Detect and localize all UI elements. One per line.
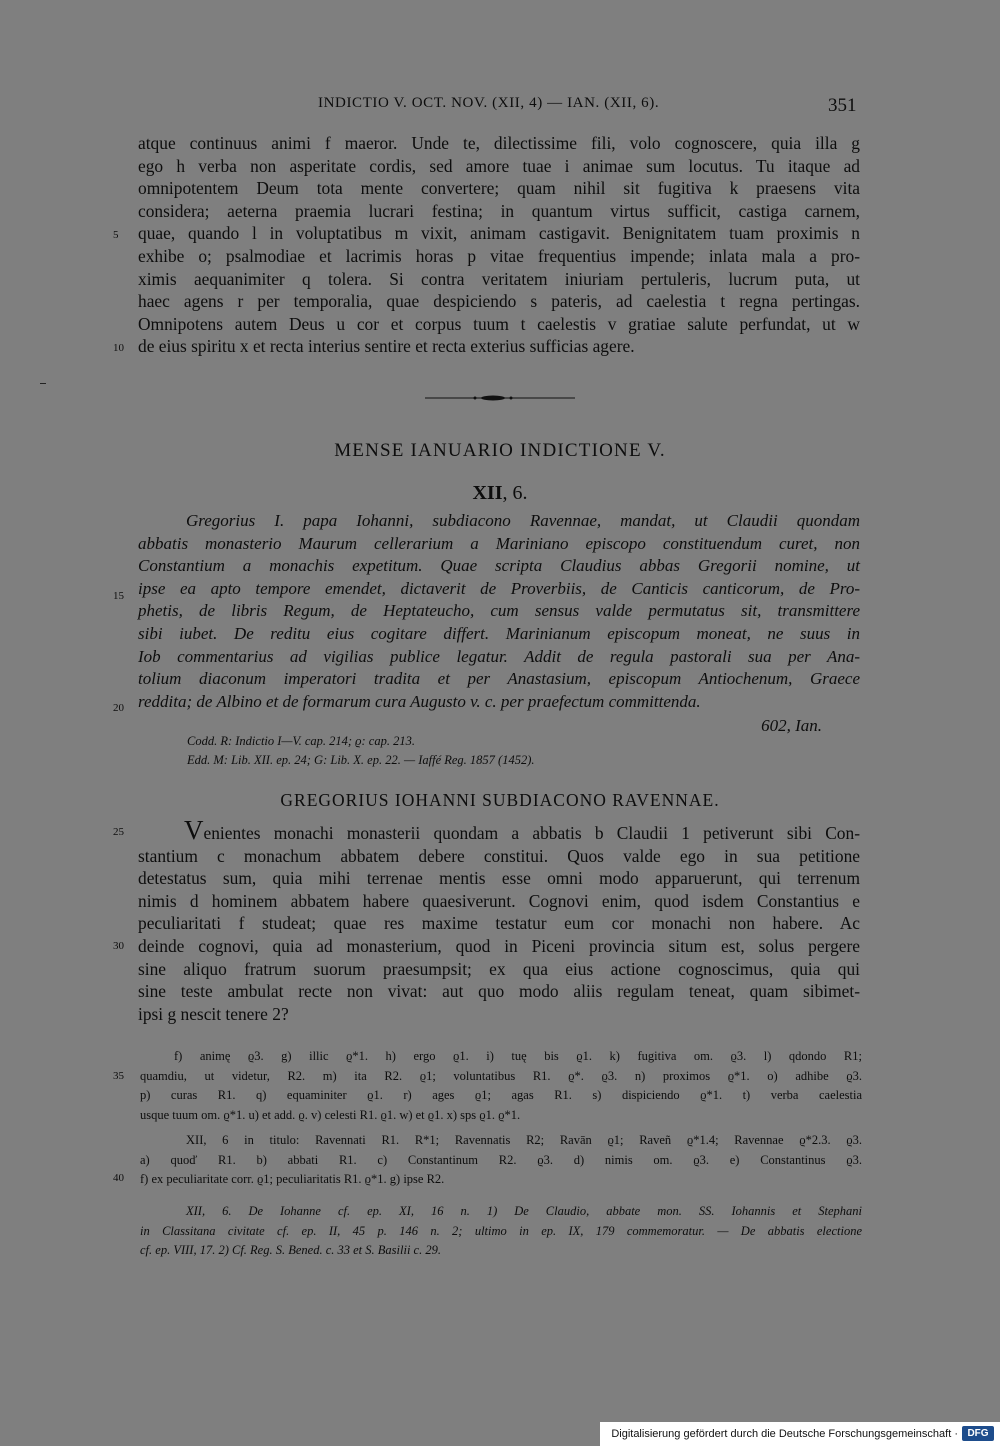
text-line: deinde cognovi, quia ad monasterium, quod in Piceni provincia situm est, solus pergere bbox=[138, 935, 860, 956]
note-line: cf. ep. VIII, 17. 2) Cf. Reg. S. Bened. c. 33 et S. Basilii c. 29. bbox=[140, 1243, 441, 1258]
text-line: omnipotentem Deum tota mente convertere; quam nihil sit fugitiva k praesens vita bbox=[138, 178, 860, 199]
apparatus-line: XII, 6 in titulo: Ravennati R1. R*1; Ravennatis R2; Ravān ϱ1; Raveñ ϱ*1.4; Ravennae ϱ*2.3. ϱ3. bbox=[186, 1133, 862, 1147]
text-line: quae, quando l in voluptatibus m vixit, animam castigavit. Benignitatem tuam proximis n bbox=[138, 223, 860, 244]
text-line: haec agens r per temporalia, quae despiciendo s pateris, ad caelestia t regna pertingas. bbox=[138, 291, 860, 312]
text-line: ego h verba non asperitate cordis, sed amore tuae i animae sum locutus. Tu itaque ad bbox=[138, 155, 860, 176]
section-title: MENSE IANUARIO INDICTIONE V. bbox=[334, 440, 666, 461]
note-line: XII, 6. De Iohanne cf. ep. XI, 16 n. 1) De Claudio, abbate mon. SS. Iohannis et Stephani bbox=[186, 1204, 862, 1218]
dfg-footer-bar bbox=[600, 1422, 1000, 1446]
text-line: enientes monachi monasterii quondam a abbatis b Claudii 1 petiverunt sibi Con- bbox=[203, 823, 860, 843]
text-line: nimis d hominem abbatem habere quaesiverunt. Cognovi enim, quod isdem Constantius e bbox=[138, 890, 860, 911]
line-number: 10 bbox=[113, 342, 124, 354]
document-number-bold: XII bbox=[472, 482, 503, 504]
line-number: 15 bbox=[113, 590, 124, 602]
apparatus-line: quamdiu, ut videtur, R2. m) ita R2. ϱ1; voluntatibus R1. ϱ*. ϱ3. n) proximos ϱ*1. o) adhibe ϱ3. bbox=[140, 1068, 862, 1083]
initial-letter: V bbox=[184, 815, 204, 845]
line-number: 35 bbox=[113, 1070, 124, 1082]
running-header: INDICTIO V. OCT. NOV. (XII, 4) — IAN. (XII, 6). bbox=[318, 95, 660, 111]
letter-title: GREGORIUS IOHANNI SUBDIACONO RAVENNAE. bbox=[280, 790, 720, 810]
line-number: 30 bbox=[113, 940, 124, 952]
editions-line: Edd. M: Lib. XII. ep. 24; G: Lib. X. ep. 22. — Iaffé Reg. 1857 (1452). bbox=[187, 753, 535, 767]
text-line: exhibe o; psalmodiae et lacrimis horas p vitae frequentius impende; inlata mala a pro- bbox=[138, 245, 860, 266]
summary-line: abbatis monasterio Maurum cellerarium a Mariniano episcopo constituendum curet, non bbox=[138, 533, 860, 553]
apparatus-criticus-a bbox=[140, 1047, 862, 1125]
summary-text bbox=[138, 510, 860, 713]
note-line: in Classitana civitate cf. ep. II, 45 p. 146 n. 2; ultimo in ep. IX, 179 commemoratur. — De abbatis electione bbox=[140, 1223, 862, 1238]
summary-line: phetis, de libris Regum, de Heptateucho, cum sensus valde permutatus sit, transmittere bbox=[138, 601, 860, 621]
apparatus-line: a) quoď R1. b) abbati R1. c) Constantinum R2. ϱ3. d) nimis om. ϱ3. e) Constantinus ϱ3. bbox=[140, 1152, 862, 1167]
apparatus-line: f) ex peculiaritate corr. ϱ1; peculiaritatis R1. ϱ*1. g) ipse R2. bbox=[140, 1172, 445, 1187]
text-line: peculiaritati f studeat; quae res maxime testatur eum cor monachi non habere. Ac bbox=[138, 913, 860, 934]
text-line: detestatus sum, quia mihi terrenae mentis esse omni modo apparuerunt, qui terrenum bbox=[138, 868, 860, 889]
summary-line: ipse ea apto tempore emendet, dictaverit de Proverbiis, de Canticis canticorum, de Pro- bbox=[138, 578, 860, 598]
summary-line: Constantium a monachis expetitum. Quae scripta Claudius abbas Gregorii nomine, ut bbox=[138, 556, 860, 576]
text-line: sine aliquo fratrum suorum praesumpsit; ex qua eius actione cognoscimus, quia qui bbox=[138, 958, 860, 979]
dfg-logo: DFG bbox=[962, 1426, 994, 1441]
text-line: atque continuus animi f maeror. Unde te, dilectissime fili, volo cognoscere, quia illa g bbox=[138, 133, 860, 153]
letter-first-line bbox=[138, 815, 860, 845]
text-line: stantium c monachum abbatem debere constitui. Quos valde ego in sua petitione bbox=[138, 845, 860, 866]
text-line: Omnipotens autem Deus u cor et corpus tuum t caelestis v gratiae salute perfundat, ut w bbox=[138, 313, 860, 334]
summary-line: reddita; de Albino et de formarum cura Augusto v. c. per praefectum committenda. bbox=[138, 691, 701, 711]
page-number: 351 bbox=[828, 95, 857, 116]
summary-line: Gregorius I. papa Iohanni, subdiacono Ravennae, mandat, ut Claudii quondam bbox=[186, 511, 860, 530]
apparatus-line: p) curas R1. q) equaminiter ϱ1. r) ages ϱ1; agas R1. s) dispiciendo ϱ*1. t) verba caelestia bbox=[140, 1088, 862, 1103]
apparatus-criticus-b bbox=[140, 1131, 862, 1190]
text-line: sine teste ambulat recte non vivat: aut quo modo aliis regulam teneat, quam sibimet- bbox=[138, 981, 860, 1002]
line-number: 25 bbox=[113, 826, 124, 838]
line-number: 40 bbox=[113, 1172, 124, 1184]
summary-line: tolium diaconum imperatori tradita et per Anastasium, episcopum Antiochenum, Graece bbox=[138, 669, 860, 689]
historical-notes bbox=[140, 1202, 862, 1261]
text-line: ipsi g nescit tenere 2? bbox=[138, 1003, 289, 1024]
text-line: de eius spiritu x et recta interius sentire et recta exterius sufficias agere. bbox=[138, 336, 635, 357]
ornament-divider bbox=[425, 392, 575, 404]
text-line: considera; aeterna praemia lucrari festina; in quantum virtus sufficit, castiga carnem, bbox=[138, 200, 860, 221]
dfg-credit: Digitalisierung gefördert durch die Deutsche Forschungsgemeinschaft · bbox=[611, 1428, 958, 1440]
line-number: 5 bbox=[113, 229, 119, 241]
text-line: ximis aequanimiter q tolera. Si contra veritatem iniuriam pertuleris, lucrum puta, ut bbox=[138, 268, 860, 289]
apparatus-line: usque tuum om. ϱ*1. u) et add. ϱ. v) celesti R1. ϱ1. w) et ϱ1. x) sps ϱ1. ϱ*1. bbox=[140, 1107, 521, 1122]
document-number-rest: , 6. bbox=[502, 482, 528, 504]
continued-letter-text bbox=[138, 132, 860, 358]
line-number: 20 bbox=[113, 702, 124, 714]
letter-text bbox=[138, 815, 860, 1025]
date-line: 602, Ian. bbox=[761, 716, 822, 735]
codices-line: Codd. R: Indictio I—V. cap. 214; ϱ: cap. 213. bbox=[187, 734, 415, 748]
summary-line: sibi iubet. De reditu eius cogitare differt. Marinianum episcopum moneat, ne suus in bbox=[138, 623, 860, 643]
margin-mark bbox=[40, 383, 46, 384]
document-number bbox=[0, 482, 1000, 505]
summary-line: Iob commentarius ad vigilias publice legatur. Addit de regula pastorali sua per Ana- bbox=[138, 646, 860, 666]
apparatus-line: f) animę ϱ3. g) illic ϱ*1. h) ergo ϱ1. i) tuę bis ϱ1. k) fugitiva om. ϱ3. l) qdondo R1; bbox=[174, 1049, 862, 1063]
